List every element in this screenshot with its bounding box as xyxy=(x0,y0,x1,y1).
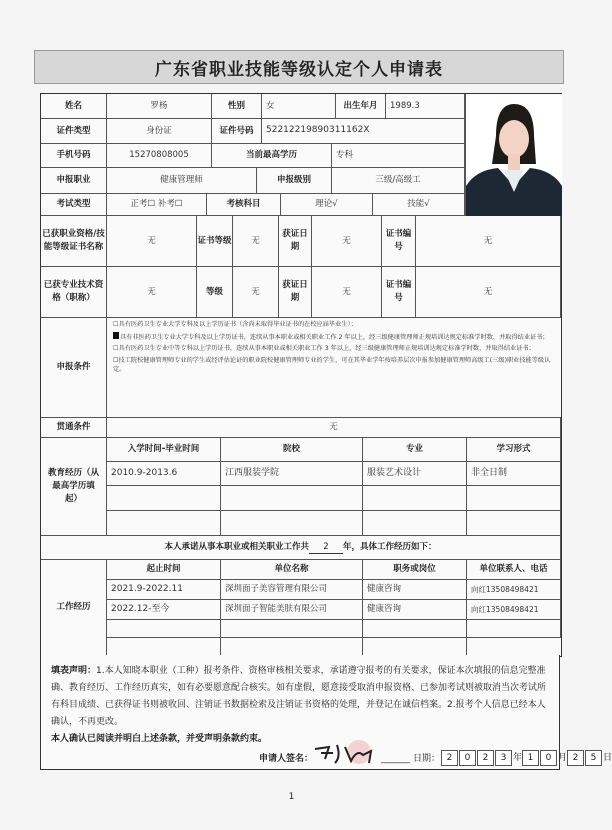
work-empty-cell xyxy=(221,638,363,656)
title-qual-value: 无 xyxy=(107,267,197,318)
edu-empty-cell xyxy=(363,511,467,536)
work-position: 健康咨询 xyxy=(363,580,467,600)
condition-item: ☐具有医药卫生专业中等专科以上学历证书，连续从事本职业或相关职业工作 3 年以上，经三级健康管理师正规培训达规定标准学时数，并取得结业证书； xyxy=(113,345,535,353)
date-digit: 3 xyxy=(495,750,512,766)
date-digit: 0 xyxy=(459,750,476,766)
work-empty-cell xyxy=(467,638,561,656)
date-month-label: 月 xyxy=(558,753,568,763)
date-digit: 2 xyxy=(567,750,584,766)
level2-label: 等级 xyxy=(197,267,233,318)
level-label: 申报级别 xyxy=(257,168,332,194)
get-date2-value: 无 xyxy=(312,267,382,318)
work-commitment: 本人承诺从事本职业或相关职业工作共 2 年，具体工作经历如下： xyxy=(41,536,561,560)
edu-major: 服装艺术设计 xyxy=(363,462,467,486)
work-years: 2 xyxy=(309,541,343,555)
id-type-value: 身份证 xyxy=(107,119,212,144)
qualification-value: 无 xyxy=(107,216,197,267)
work-empty-cell xyxy=(107,638,221,656)
work-position: 健康咨询 xyxy=(363,600,467,620)
work-header-time: 起止时间 xyxy=(107,560,221,580)
work-header-position: 职务或岗位 xyxy=(363,560,467,580)
date-digit: 0 xyxy=(540,750,557,766)
date-boxes xyxy=(441,750,612,767)
cert-no2-value: 无 xyxy=(416,267,561,318)
declaration-text: 填表声明：1.本人知晓本职业（工种）报考条件、资格审核相关要求，承诺遵守报考的有关要求，保证本次填报的信息完整准确、教育经历、工作经历真实，如有必要愿意配合核实。如有虚假，愿意接受取消申报资格、已参加考试则被取消当次考试所有科目成绩、已获得证书则被收回、注销证书数据检索及注销证书资格的处理，并登记在诚信档案。2.报考个人信息已经本人确认，不再更改。 xyxy=(51,666,547,728)
checked-box-icon xyxy=(113,332,119,339)
condition-item: 具有非医药卫生专业大学专科及以上学历证书，连续从事本职业或相关职业工作 2 年以上，经三级健康管理师正规培训达规定标准学时数，并取得结业证书； xyxy=(113,332,555,343)
through-label: 贯通条件 xyxy=(41,418,107,438)
name-label: 姓名 xyxy=(41,94,107,119)
work-empty-cell xyxy=(467,620,561,638)
date-day-label: 日 xyxy=(603,753,612,763)
phone-label: 手机号码 xyxy=(41,144,107,168)
edu-empty-cell xyxy=(363,486,467,511)
job-label: 申报职业 xyxy=(41,168,107,194)
work-company: 深圳面子美容管理有限公司 xyxy=(221,580,363,600)
level-value: 三级/高级工 xyxy=(332,168,465,194)
date-label: 日期： xyxy=(413,754,441,764)
edu-empty-cell xyxy=(467,486,561,511)
applicant-photo xyxy=(465,94,561,216)
handwritten-signature xyxy=(311,739,391,767)
qualification-label: 已获职业资格/技能等级证书名称 xyxy=(41,216,107,267)
cert-no2-label: 证书编号 xyxy=(382,267,416,318)
date-digit: 5 xyxy=(585,750,602,766)
work-empty-cell xyxy=(363,638,467,656)
exam-type-value: 正考☐ 补考☐ xyxy=(107,194,207,216)
edu-empty-cell xyxy=(221,511,363,536)
education-level-label: 当前最高学历 xyxy=(212,144,332,168)
application-form xyxy=(40,93,562,657)
work-header-company: 单位名称 xyxy=(221,560,363,580)
work-company: 深圳面子智能美肤有限公司 xyxy=(221,600,363,620)
edu-time: 2010.9-2013.6 xyxy=(107,462,221,486)
form-title: 广东省职业技能等级认定个人申请表 xyxy=(34,50,564,84)
birth-value: 1989.3 xyxy=(386,94,465,119)
work-time: 2021.9-2022.11 xyxy=(107,580,221,600)
edu-header-time: 入学时间-毕业时间 xyxy=(107,438,221,462)
work-time: 2022.12-至今 xyxy=(107,600,221,620)
conditions-list xyxy=(107,318,561,418)
conditions-label: 申报条件 xyxy=(41,318,107,418)
work-label: 工作经历 xyxy=(41,560,107,656)
signature-underline: ________ xyxy=(381,754,409,764)
cert-level-label: 证书等级 xyxy=(197,216,233,267)
get-date2-label: 获证日期 xyxy=(279,267,312,318)
edu-empty-cell xyxy=(221,486,363,511)
skill-value: 技能√ xyxy=(373,194,465,216)
id-no-label: 证件号码 xyxy=(212,119,262,144)
edu-header-school: 院校 xyxy=(221,438,363,462)
work-header-contact: 单位联系人、电话 xyxy=(467,560,561,580)
gender-value: 女 xyxy=(262,94,336,119)
page-number: 1 xyxy=(288,792,295,802)
subject-label: 考核科目 xyxy=(207,194,281,216)
id-type-label: 证件类型 xyxy=(41,119,107,144)
date-digit: 2 xyxy=(441,750,458,766)
job-value: 健康管理师 xyxy=(107,168,257,194)
gender-label: 性别 xyxy=(212,94,262,119)
edu-header-form: 学习形式 xyxy=(467,438,561,462)
work-empty-cell xyxy=(363,620,467,638)
through-value: 无 xyxy=(107,418,561,438)
work-contact: 向红13508498421 xyxy=(467,600,561,620)
phone-value: 15270808005 xyxy=(107,144,212,168)
date-digit: 2 xyxy=(477,750,494,766)
title-qual-label: 已获专业技术资格（职称） xyxy=(41,267,107,318)
declaration xyxy=(40,655,612,770)
exam-type-label: 考试类型 xyxy=(41,194,107,216)
birth-label: 出生年月 xyxy=(336,94,386,119)
get-date-value: 无 xyxy=(312,216,382,267)
signature-row xyxy=(41,751,612,769)
education-level-value: 专科 xyxy=(332,144,465,168)
level2-value: 无 xyxy=(233,267,279,318)
signature-label: 申请人签名： xyxy=(259,754,314,764)
work-empty-cell xyxy=(107,620,221,638)
cert-level-value: 无 xyxy=(233,216,279,267)
edu-school: 江西服装学院 xyxy=(221,462,363,486)
edu-form: 非全日制 xyxy=(467,462,561,486)
cert-no-value: 无 xyxy=(416,216,561,267)
education-label: 教育经历（从最高学历填起） xyxy=(41,438,107,536)
name-value: 罗杨 xyxy=(107,94,212,119)
work-empty-cell xyxy=(221,620,363,638)
work-contact: 向红13508498421 xyxy=(467,580,561,600)
theory-value: 理论√ xyxy=(281,194,373,216)
id-no-value: 52212219890311162X xyxy=(262,119,465,144)
get-date-label: 获证日期 xyxy=(279,216,312,267)
date-digit: 1 xyxy=(522,750,539,766)
condition-item: ☐具有医药卫生专业大学专科及以上学历证书（含尚未取得毕业证书的在校应届毕业生）； xyxy=(113,321,357,328)
cert-no-label: 证书编号 xyxy=(382,216,416,267)
edu-header-major: 专业 xyxy=(363,438,467,462)
edu-empty-cell xyxy=(107,511,221,536)
declaration-confirm: 本人确认已阅读并明白上述条款，并受声明条款约束。 xyxy=(51,734,268,745)
edu-empty-cell xyxy=(467,511,561,536)
condition-item: ☐技工院校健康管理师专业的学生或经评估论证的职业院校健康管理师专业的学生，可在其毕业学年按培养层次申报参加健康管理师高级工(三级)职业技能等级认定。 xyxy=(113,356,551,374)
date-year-label: 年 xyxy=(513,753,523,763)
edu-empty-cell xyxy=(107,486,221,511)
portrait-image xyxy=(466,94,562,216)
